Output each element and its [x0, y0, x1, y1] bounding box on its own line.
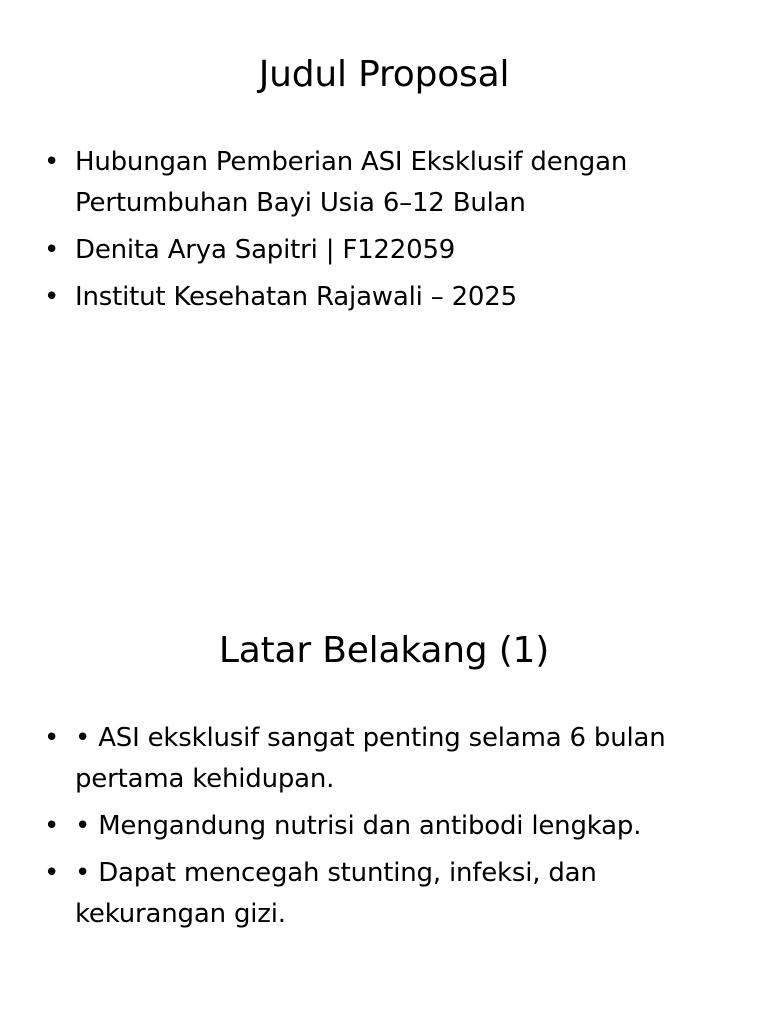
- slide-latar-belakang: [0, 576, 768, 1024]
- bullet-marker: •: [44, 235, 60, 265]
- bullet-text: • Dapat mencegah stunting, infeksi, dan kekurangan gizi.: [75, 858, 597, 929]
- bullet-list: [44, 718, 728, 941]
- bullet-text: • ASI eksklusif sangat penting selama 6 bulan pertama kehidupan.: [75, 723, 666, 794]
- slide-title: Latar Belakang (1): [218, 630, 550, 671]
- list-item: [44, 806, 728, 847]
- bullet-marker: •: [44, 811, 60, 841]
- list-item: [44, 718, 728, 800]
- bullet-marker: •: [44, 858, 60, 888]
- list-item: [44, 277, 728, 318]
- bullet-marker: •: [44, 147, 60, 177]
- bullet-text: Hubungan Pemberian ASI Eksklusif dengan Pertumbuhan Bayi Usia 6–12 Bulan: [75, 147, 628, 218]
- bullet-list: [44, 142, 728, 324]
- list-item: [44, 853, 728, 935]
- bullet-marker: •: [44, 282, 60, 312]
- bullet-text: • Mengandung nutrisi dan antibodi lengkap.: [75, 811, 642, 841]
- bullet-text: Institut Kesehatan Rajawali – 2025: [75, 282, 517, 312]
- slide-title: Judul Proposal: [258, 54, 510, 95]
- list-item: [44, 142, 728, 224]
- bullet-text: Denita Arya Sapitri | F122059: [75, 235, 456, 265]
- list-item: [44, 230, 728, 271]
- bullet-marker: •: [44, 723, 60, 753]
